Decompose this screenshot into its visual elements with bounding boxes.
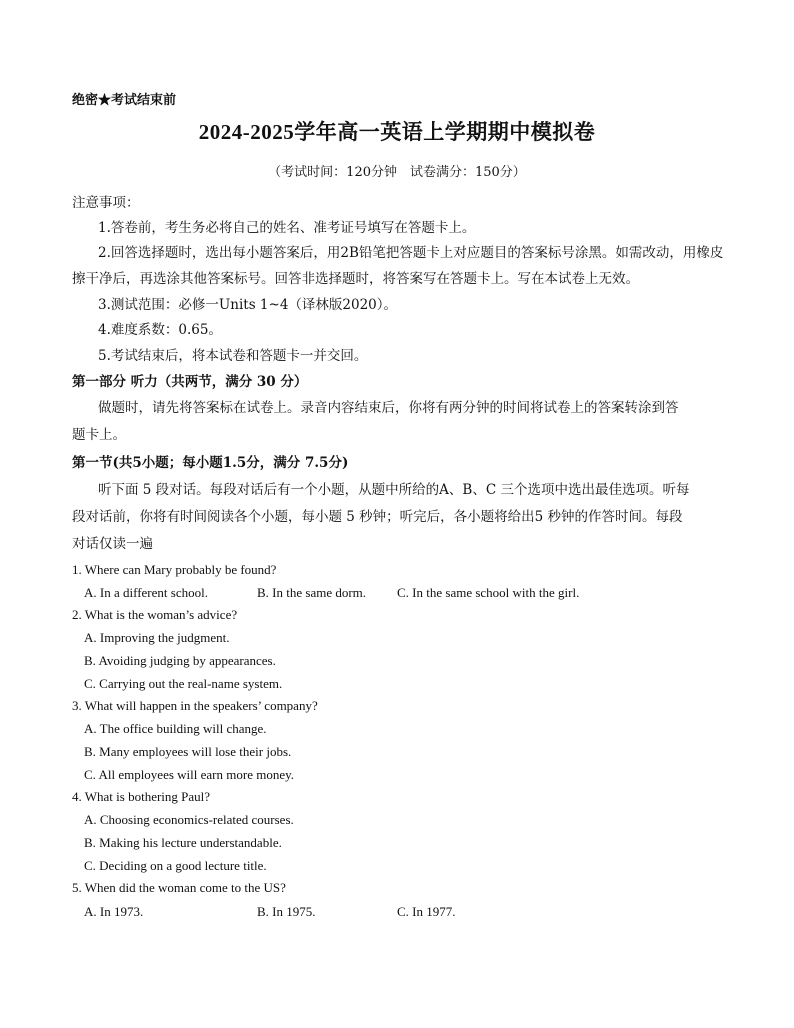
option-c: C. In 1977. — [397, 904, 456, 919]
option-b: B. Many employees will lose their jobs. — [84, 744, 292, 759]
question-stem: 4. What is bothering Paul? — [72, 789, 211, 804]
question-stem: 2. What is the woman’s advice? — [72, 607, 238, 622]
note-item: 擦干净后，再选涂其他答案标号。回答非选择题时，将答案写在答题卡上。写在本试卷上无效。 — [72, 271, 639, 287]
note-item: 2.回答选择题时，选出每小题答案后，用2B铅笔把答题卡上对应题目的答案标号涂黑。如需改动，用橡皮 — [98, 245, 724, 261]
option-c: C. In the same school with the girl. — [397, 585, 580, 600]
section1-intro: 听下面 5 段对话。每段对话后有一个小题，从题中所给的A、B、C 三个选项中选出最佳选项。听每 — [98, 482, 690, 498]
note-item: 3.测试范围：必修一Units 1~4（译林版2020）。 — [98, 297, 398, 313]
question-stem: 3. What will happen in the speakers’ company? — [72, 698, 318, 713]
section1-intro: 段对话前，你将有时间阅读各个小题，每小题 5 秒钟；听完后，各小题将给出5 秒钟的作答时间。每段 — [72, 509, 683, 525]
option-b: B. Making his lecture understandable. — [84, 835, 282, 850]
page-title: 2024-2025学年高一英语上学期期中模拟卷 — [198, 120, 596, 144]
option-a: A. In 1973. — [84, 904, 144, 919]
section1-intro: 对话仅读一遍 — [72, 536, 153, 552]
option-a: A. Improving the judgment. — [84, 630, 230, 645]
question-stem: 1. Where can Mary probably be found? — [72, 562, 277, 577]
option-c: C. Deciding on a good lecture title. — [84, 858, 267, 873]
option-c: C. Carrying out the real-name system. — [84, 676, 283, 691]
notes-heading: 注意事项： — [72, 195, 140, 211]
exam-subtitle: （考试时间：120分钟 试卷满分：150分） — [268, 165, 526, 180]
note-item: 5.考试结束后，将本试卷和答题卡一并交回。 — [98, 348, 368, 364]
option-c: C. All employees will earn more money. — [84, 767, 294, 782]
question-stem: 5. When did the woman come to the US? — [72, 880, 286, 895]
part1-title: 第一部分 听力（共两节，满分 30 分） — [72, 374, 308, 390]
secret-label: 绝密★考试结束前 — [72, 93, 177, 108]
part1-intro: 题卡上。 — [72, 427, 126, 443]
section1-title: 第一节(共5小题；每小题1.5分，满分 7.5分) — [72, 455, 349, 471]
option-b: B. Avoiding judging by appearances. — [84, 653, 276, 668]
part1-intro: 做题时，请先将答案标在试卷上。录音内容结束后，你将有两分钟的时间将试卷上的答案转涂到答 — [98, 400, 679, 416]
option-a: A. The office building will change. — [84, 721, 267, 736]
note-item: 4.难度系数：0.65。 — [98, 322, 222, 338]
option-b: B. In the same dorm. — [257, 585, 367, 600]
note-item: 1.答卷前，考生务必将自己的姓名、准考证号填写在答题卡上。 — [98, 220, 476, 236]
option-b: B. In 1975. — [257, 904, 316, 919]
option-a: A. Choosing economics-related courses. — [84, 812, 294, 827]
option-a: A. In a different school. — [84, 585, 208, 600]
